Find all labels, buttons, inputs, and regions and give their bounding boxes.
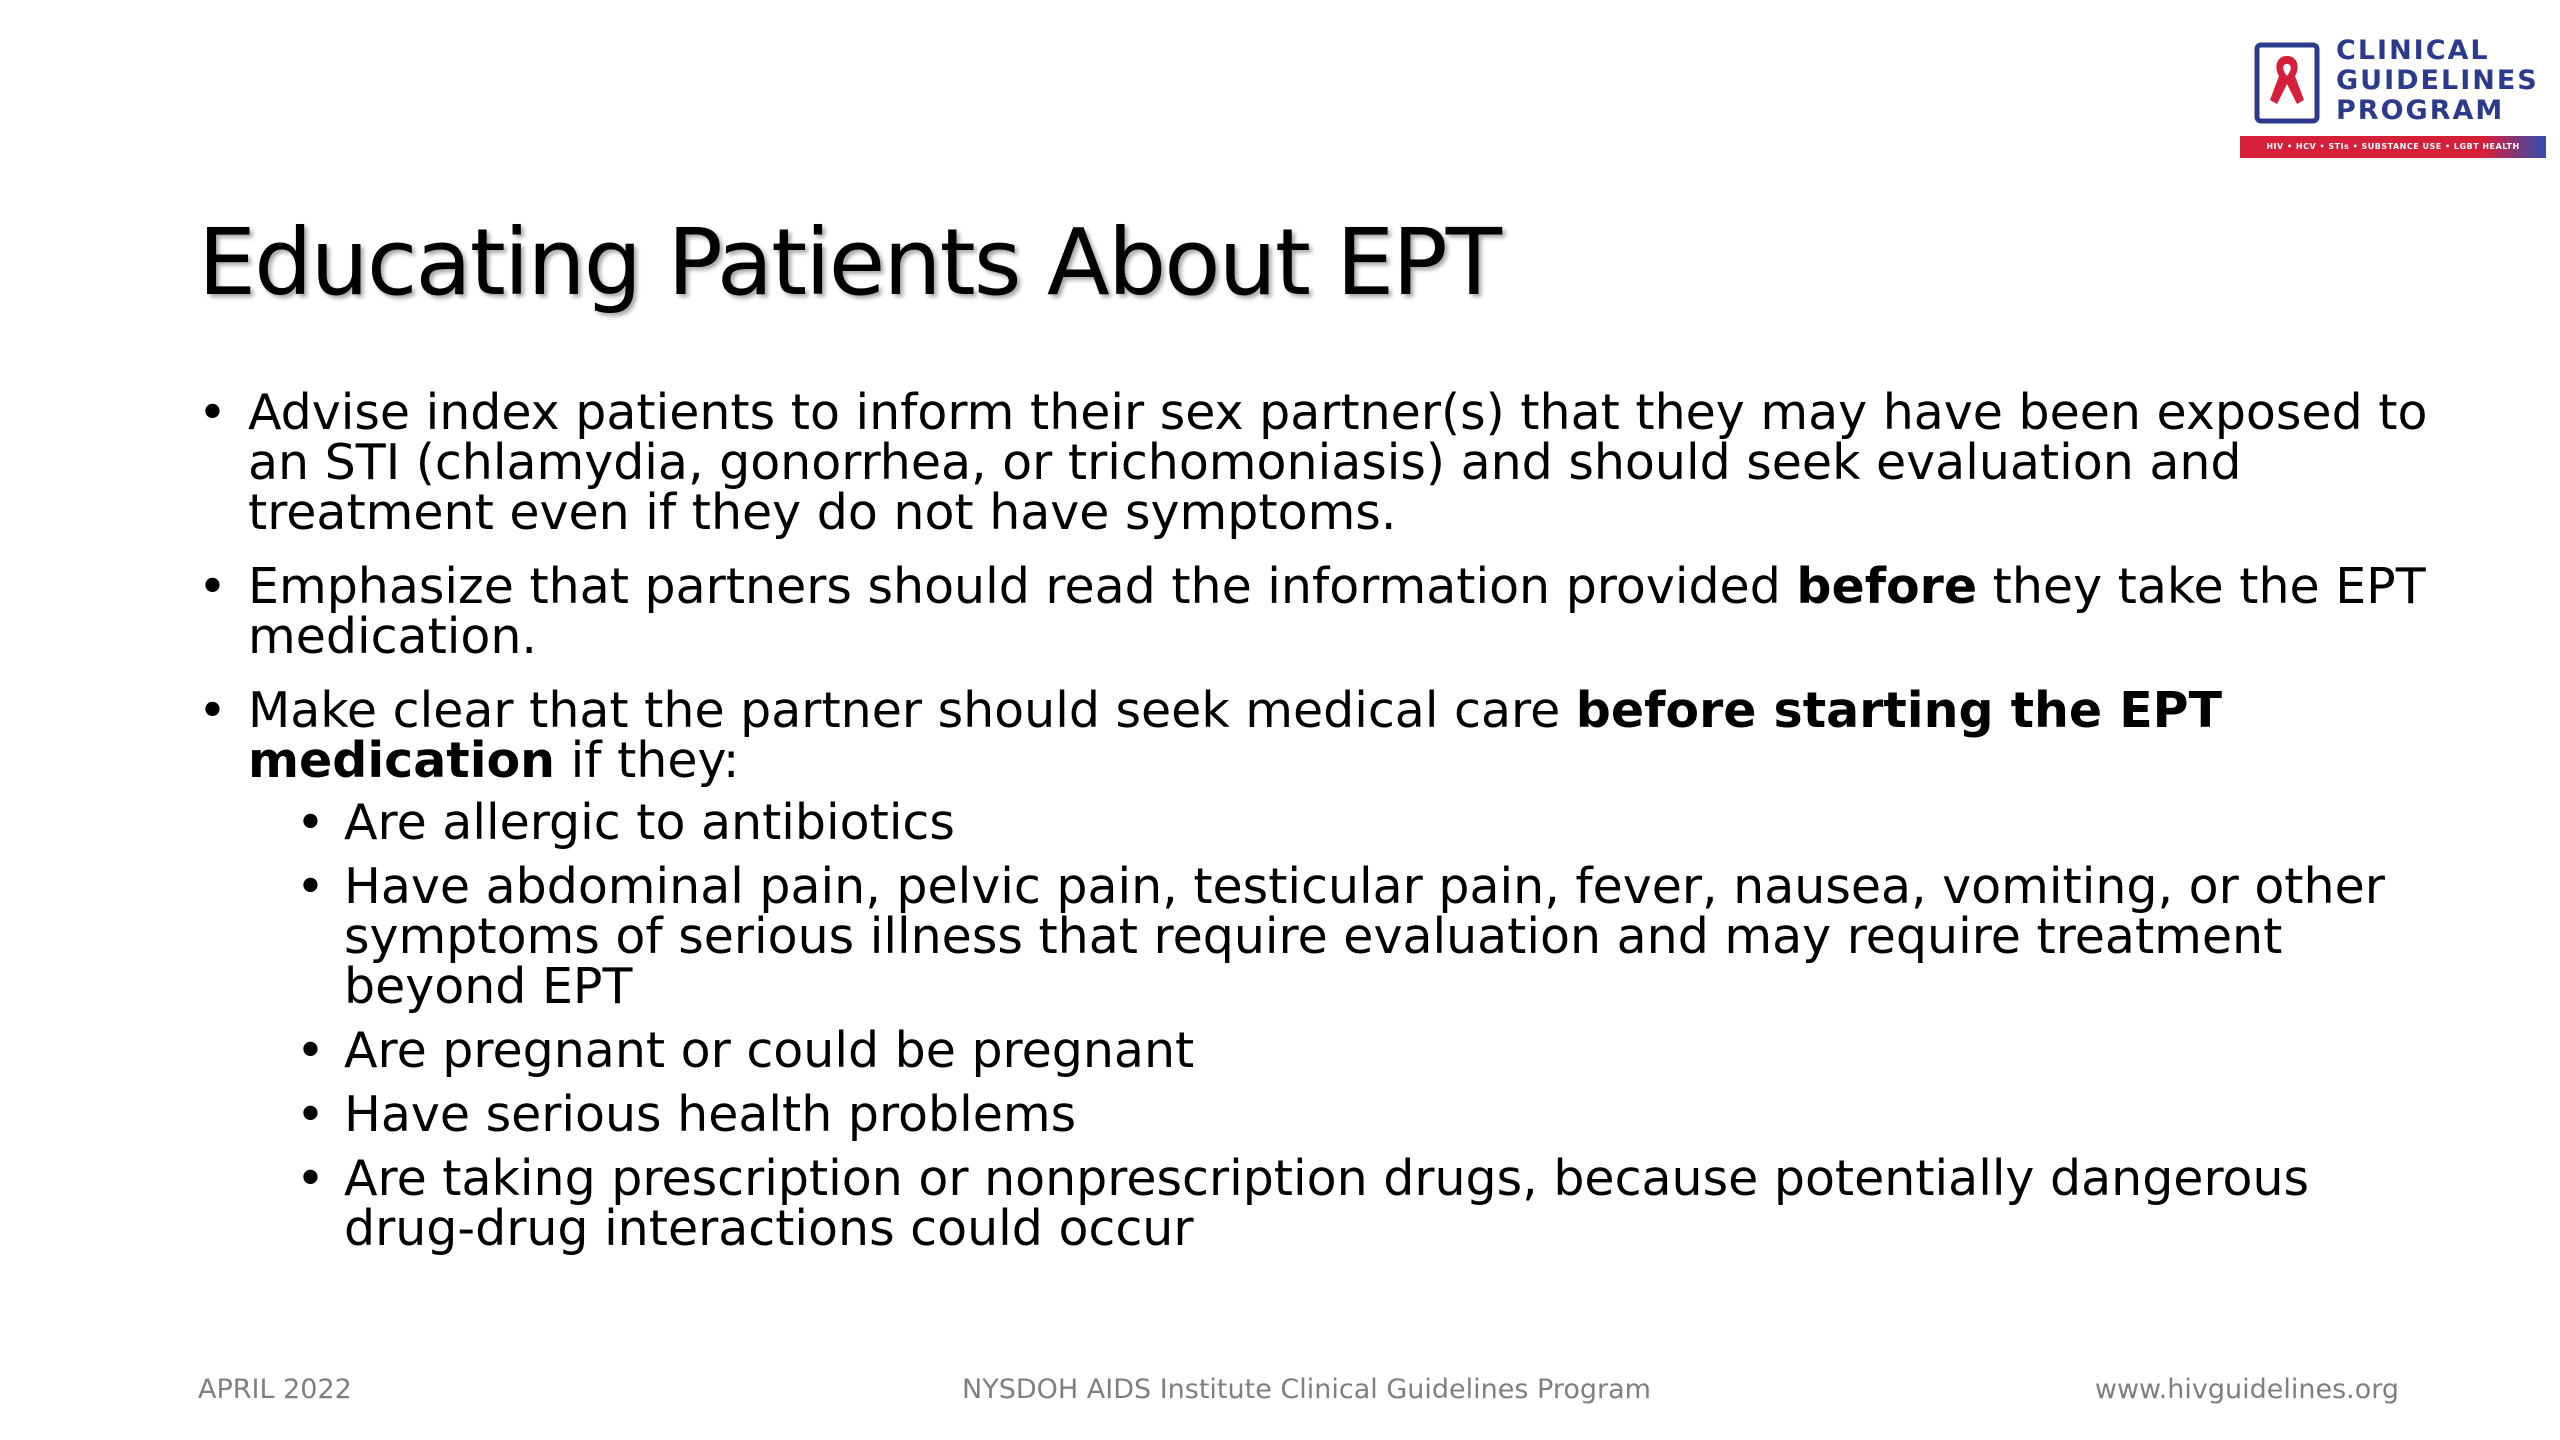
logo-wordmark [2336,36,2539,126]
sub-bullet-item: • Have serious health problems [296,1090,2438,1140]
bullet-emphasis: before [1796,558,1978,615]
clinical-guidelines-logo [2240,36,2550,162]
sub-bullet-item: • Have abdominal pain, pelvic pain, testicular pain, fever, nausea, vomiting, or other symptoms of serious illness that require evaluation and may require treatment beyond EPT [296,862,2438,1012]
footer-website: www.hivguidelines.org [2094,1374,2399,1405]
bullet-item [198,558,2438,665]
logo-line-2: GUIDELINES [2336,65,2539,96]
logo-tagline-bar: HIV • HCV • STIs • SUBSTANCE USE • LGBT HEALTH [2240,136,2546,158]
bullet-text-part: they take the EPT medication. [248,558,2426,665]
slide-body [198,384,2438,1278]
sub-bullet-item: • Are allergic to antibiotics [296,798,2438,848]
bullet-text-part: Emphasize that partners should read the information provided [248,558,1797,615]
sub-bullet-list [248,794,2438,1257]
footer-date: APRIL 2022 [198,1374,352,1405]
bullet-text: Advise index patients to inform their sex partner(s) that they may have been exposed to an STI (chlamydia, gonorrhea, or trichomoniasis) and should seek evaluation and treatment even if they do not have symptoms. [248,384,2428,541]
bullet-item [198,384,2438,541]
bullet-list [198,384,2438,1257]
bullet-item [198,682,2438,1257]
bullet-text-part: Make clear that the partner should seek medical care [248,682,1576,739]
logo-line-1: CLINICAL [2336,35,2490,66]
sub-bullet-item: • Are taking prescription or nonprescription drugs, because potentially dangerous drug-drug interactions could occur [296,1154,2438,1254]
footer-organization: NYSDOH AIDS Institute Clinical Guidelines Program [962,1374,1651,1405]
sub-bullet-item: • Are pregnant or could be pregnant [296,1026,2438,1076]
red-ribbon-icon [2254,42,2320,124]
bullet-text-part: if they: [555,732,740,789]
bullet-emphasis: before starting the EPT medication [248,682,2223,789]
logo-line-3: PROGRAM [2336,95,2505,126]
slide-title: Educating Patients About EPT [198,208,1500,316]
